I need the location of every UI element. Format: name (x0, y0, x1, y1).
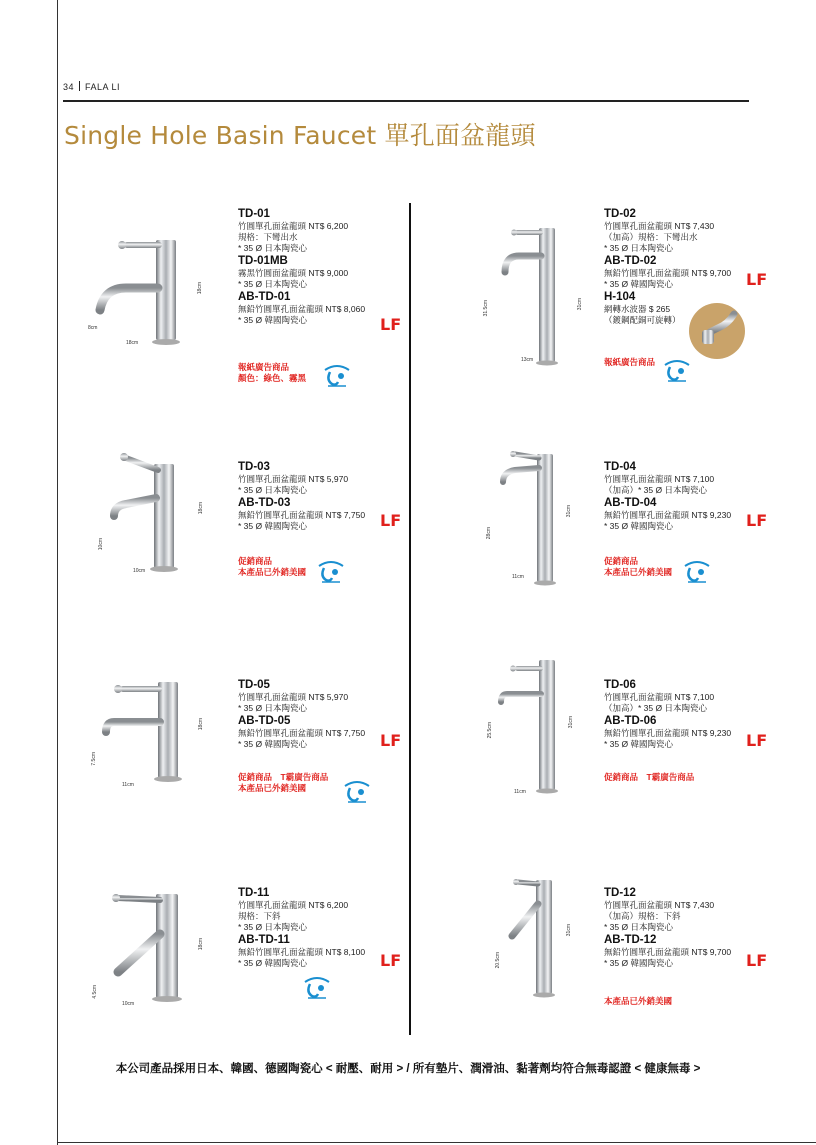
spec-line: * 35 Ø 日本陶瓷心 (238, 485, 307, 495)
spec-line: 無鉛竹圓單孔面盆龍頭 NT$ 9,230 (604, 510, 732, 520)
dim-reach: 13cm (521, 357, 534, 363)
spec-line: 竹圓單孔面盆龍頭 NT$ 7,100 (604, 474, 715, 484)
promo-text (604, 996, 672, 1007)
promo-line: 促銷商品 (238, 556, 273, 566)
model-code: AB-TD-02 (604, 255, 657, 267)
spec-line: （加高）* 35 Ø 日本陶瓷心 (604, 485, 707, 495)
spec-line: * 35 Ø 韓國陶瓷心 (604, 958, 673, 968)
promo-line: 本產品已外銷美國 (604, 567, 673, 577)
spec-line: * 35 Ø 韓國陶瓷心 (238, 315, 307, 325)
spec-line: 竹圓單孔面盆龍頭 NT$ 7,430 (604, 221, 715, 231)
product-info (238, 207, 365, 326)
lf-lead-free-mark: LF (380, 315, 402, 334)
model-code: TD-01 (238, 208, 270, 220)
spec-line: 網轉水波器 $ 265 (604, 304, 671, 314)
spec-line: * 35 Ø 日本陶瓷心 (238, 243, 307, 253)
product-info (238, 886, 365, 969)
faucet-td-11-photo (104, 884, 204, 1006)
promo-line: 促銷商品 T霸廣告商品 (238, 772, 329, 782)
water-saving-icon (342, 778, 372, 804)
spec-line: * 35 Ø 日本陶瓷心 (238, 922, 307, 932)
product-info (604, 886, 731, 969)
spec-line: * 35 Ø 韓國陶瓷心 (238, 958, 307, 968)
spec-line: 竹圓單孔面盆龍頭 NT$ 5,970 (238, 474, 349, 484)
product-info (604, 678, 731, 750)
dim-reach: 10cm (122, 1001, 135, 1007)
dim-height: 18cm (198, 938, 204, 951)
lf-lead-free-mark: LF (746, 270, 768, 289)
model-code: TD-01MB (238, 255, 288, 267)
running-header (63, 81, 120, 92)
spec-line: （鍍鋼配銅可旋轉） (604, 315, 681, 325)
product-info (604, 460, 731, 532)
model-code: H-104 (604, 291, 636, 303)
dim-height: 18cm (198, 502, 204, 515)
page-title: Single Hole Basin Faucet 單孔面盆龍頭 (64, 121, 536, 150)
spec-line: * 35 Ø 日本陶瓷心 (604, 243, 673, 253)
spec-line: 無鉛竹圓單孔面盆龍頭 NT$ 9,700 (604, 947, 732, 957)
lf-lead-free-mark: LF (746, 511, 768, 530)
promo-line: 顏色：綠色、霧黑 (238, 373, 307, 383)
model-code: AB-TD-11 (238, 934, 290, 946)
model-code: TD-12 (604, 887, 636, 899)
spec-line: 竹圓單孔面盆龍頭 NT$ 6,200 (238, 900, 349, 910)
promo-line: 本產品已外銷美國 (238, 783, 307, 793)
water-saving-icon (322, 362, 352, 388)
model-code: TD-04 (604, 461, 636, 473)
promo-text (238, 362, 306, 384)
faucet-td-12-photo (498, 874, 568, 1000)
promo-line: 促銷商品 (604, 556, 639, 566)
spec-line: 規格：下斜 (238, 911, 281, 921)
dim-height: 31cm (566, 505, 572, 518)
promo-text (604, 556, 672, 578)
dim-spout: 4.5cm (92, 985, 98, 999)
spec-line: * 35 Ø 韓國陶瓷心 (604, 279, 673, 289)
dim-height: 31cm (577, 298, 583, 311)
page-number: 34 (63, 82, 75, 92)
spec-line: （加高）規格：下彎出水 (604, 232, 698, 242)
promo-line: 本產品已外銷美國 (604, 996, 673, 1006)
water-saving-icon (682, 558, 712, 584)
model-code: AB-TD-04 (604, 497, 657, 509)
spec-line: 無鉛竹圓單孔面盆龍頭 NT$ 7,750 (238, 728, 366, 738)
dim-spout: 8cm (88, 325, 98, 331)
product-info (238, 460, 365, 532)
spec-line: （加高）* 35 Ø 日本陶瓷心 (604, 703, 707, 713)
promo-text (238, 772, 328, 794)
faucet-td-01-photo (86, 232, 206, 352)
spec-line: 無鉛竹圓單孔面盆龍頭 NT$ 7,750 (238, 510, 366, 520)
dim-spout: 28cm (486, 527, 492, 540)
h-104-aerator-photo (688, 302, 746, 360)
spec-line: * 35 Ø 日本陶瓷心 (238, 703, 307, 713)
spec-line: 無鉛竹圓單孔面盆龍頭 NT$ 8,100 (238, 947, 366, 957)
dim-height: 18cm (198, 718, 204, 731)
dim-spout: 7.5cm (91, 752, 97, 766)
spec-line: 無鉛竹圓單孔面盆龍頭 NT$ 9,700 (604, 268, 732, 278)
model-code: TD-03 (238, 461, 270, 473)
dim-reach: 11cm (122, 782, 134, 788)
model-code: AB-TD-05 (238, 715, 291, 727)
model-code: TD-06 (604, 679, 636, 691)
promo-line: 促銷商品 T霸廣告商品 (604, 772, 695, 782)
dim-spout: 25.5cm (487, 722, 493, 739)
column-divider (409, 203, 411, 1035)
dim-height: 18cm (197, 282, 203, 295)
dim-reach: 10cm (133, 568, 146, 574)
dim-reach: 11cm (512, 574, 524, 580)
spec-line: 竹圓單孔面盆龍頭 NT$ 5,970 (238, 692, 349, 702)
spec-line: 規格：下彎出水 (238, 232, 298, 242)
dim-height: 31cm (566, 924, 572, 937)
faucet-td-03-photo (104, 452, 204, 574)
spec-line: * 35 Ø 韓國陶瓷心 (238, 739, 307, 749)
lf-lead-free-mark: LF (746, 731, 768, 750)
spec-line: 竹圓單孔面盆龍頭 NT$ 7,430 (604, 900, 715, 910)
lf-lead-free-mark: LF (380, 731, 402, 750)
model-code: AB-TD-03 (238, 497, 291, 509)
header-separator (79, 81, 80, 91)
dim-spout: 31.5cm (483, 300, 489, 317)
page-frame-left (57, 0, 58, 1145)
spec-line: 竹圓單孔面盆龍頭 NT$ 6,200 (238, 221, 349, 231)
spec-line: * 35 Ø 韓國陶瓷心 (604, 739, 673, 749)
lf-lead-free-mark: LF (746, 951, 768, 970)
dim-spout: 10cm (98, 538, 104, 551)
spec-line: * 35 Ø 韓國陶瓷心 (238, 521, 307, 531)
dim-reach: 18cm (126, 340, 139, 346)
page-frame-bottom (57, 1142, 816, 1143)
dim-spout: 20.5cm (495, 952, 501, 969)
faucet-td-05-photo (98, 674, 202, 784)
dim-height: 31cm (568, 716, 574, 729)
promo-text (604, 357, 655, 368)
spec-line: * 35 Ø 韓國陶瓷心 (604, 521, 673, 531)
water-saving-icon (662, 357, 692, 383)
faucet-td-02-photo (493, 220, 573, 368)
faucet-td-06-photo (493, 654, 573, 796)
spec-line: 無鉛竹圓單孔面盆龍頭 NT$ 9,230 (604, 728, 732, 738)
water-saving-icon (316, 558, 346, 584)
faucet-td-04-photo (493, 448, 573, 588)
model-code: TD-05 (238, 679, 270, 691)
model-code: TD-02 (604, 208, 636, 220)
product-info (238, 678, 365, 750)
model-code: AB-TD-12 (604, 934, 657, 946)
spec-line: * 35 Ø 日本陶瓷心 (604, 922, 673, 932)
spec-line: 竹圓單孔面盆龍頭 NT$ 7,100 (604, 692, 715, 702)
lf-lead-free-mark: LF (380, 511, 402, 530)
brand-name: FALA LI (85, 82, 121, 92)
promo-line: 報紙廣告商品 (604, 357, 656, 367)
promo-text (238, 556, 306, 578)
spec-line: （加高）規格：下斜 (604, 911, 681, 921)
spec-line: 霧黑竹圓面盆龍頭 NT$ 9,000 (238, 268, 349, 278)
spec-line: * 35 Ø 日本陶瓷心 (238, 279, 307, 289)
promo-line: 本產品已外銷美國 (238, 567, 307, 577)
dim-reach: 11cm (514, 789, 526, 795)
model-code: TD-11 (238, 887, 270, 899)
promo-text (604, 772, 694, 783)
promo-line: 報紙廣告商品 (238, 362, 290, 372)
model-code: AB-TD-01 (238, 291, 291, 303)
footer-note: 本公司產品採用日本、韓國、德國陶瓷心 < 耐壓、耐用 > / 所有墊片、潤滑油、黏著劑均符合無毒認證 < 健康無毒 > (115, 1063, 701, 1075)
lf-lead-free-mark: LF (380, 951, 402, 970)
water-saving-icon (302, 974, 332, 1000)
spec-line: 無鉛竹圓單孔面盆龍頭 NT$ 8,060 (238, 304, 366, 314)
header-rule (63, 100, 749, 102)
model-code: AB-TD-06 (604, 715, 657, 727)
